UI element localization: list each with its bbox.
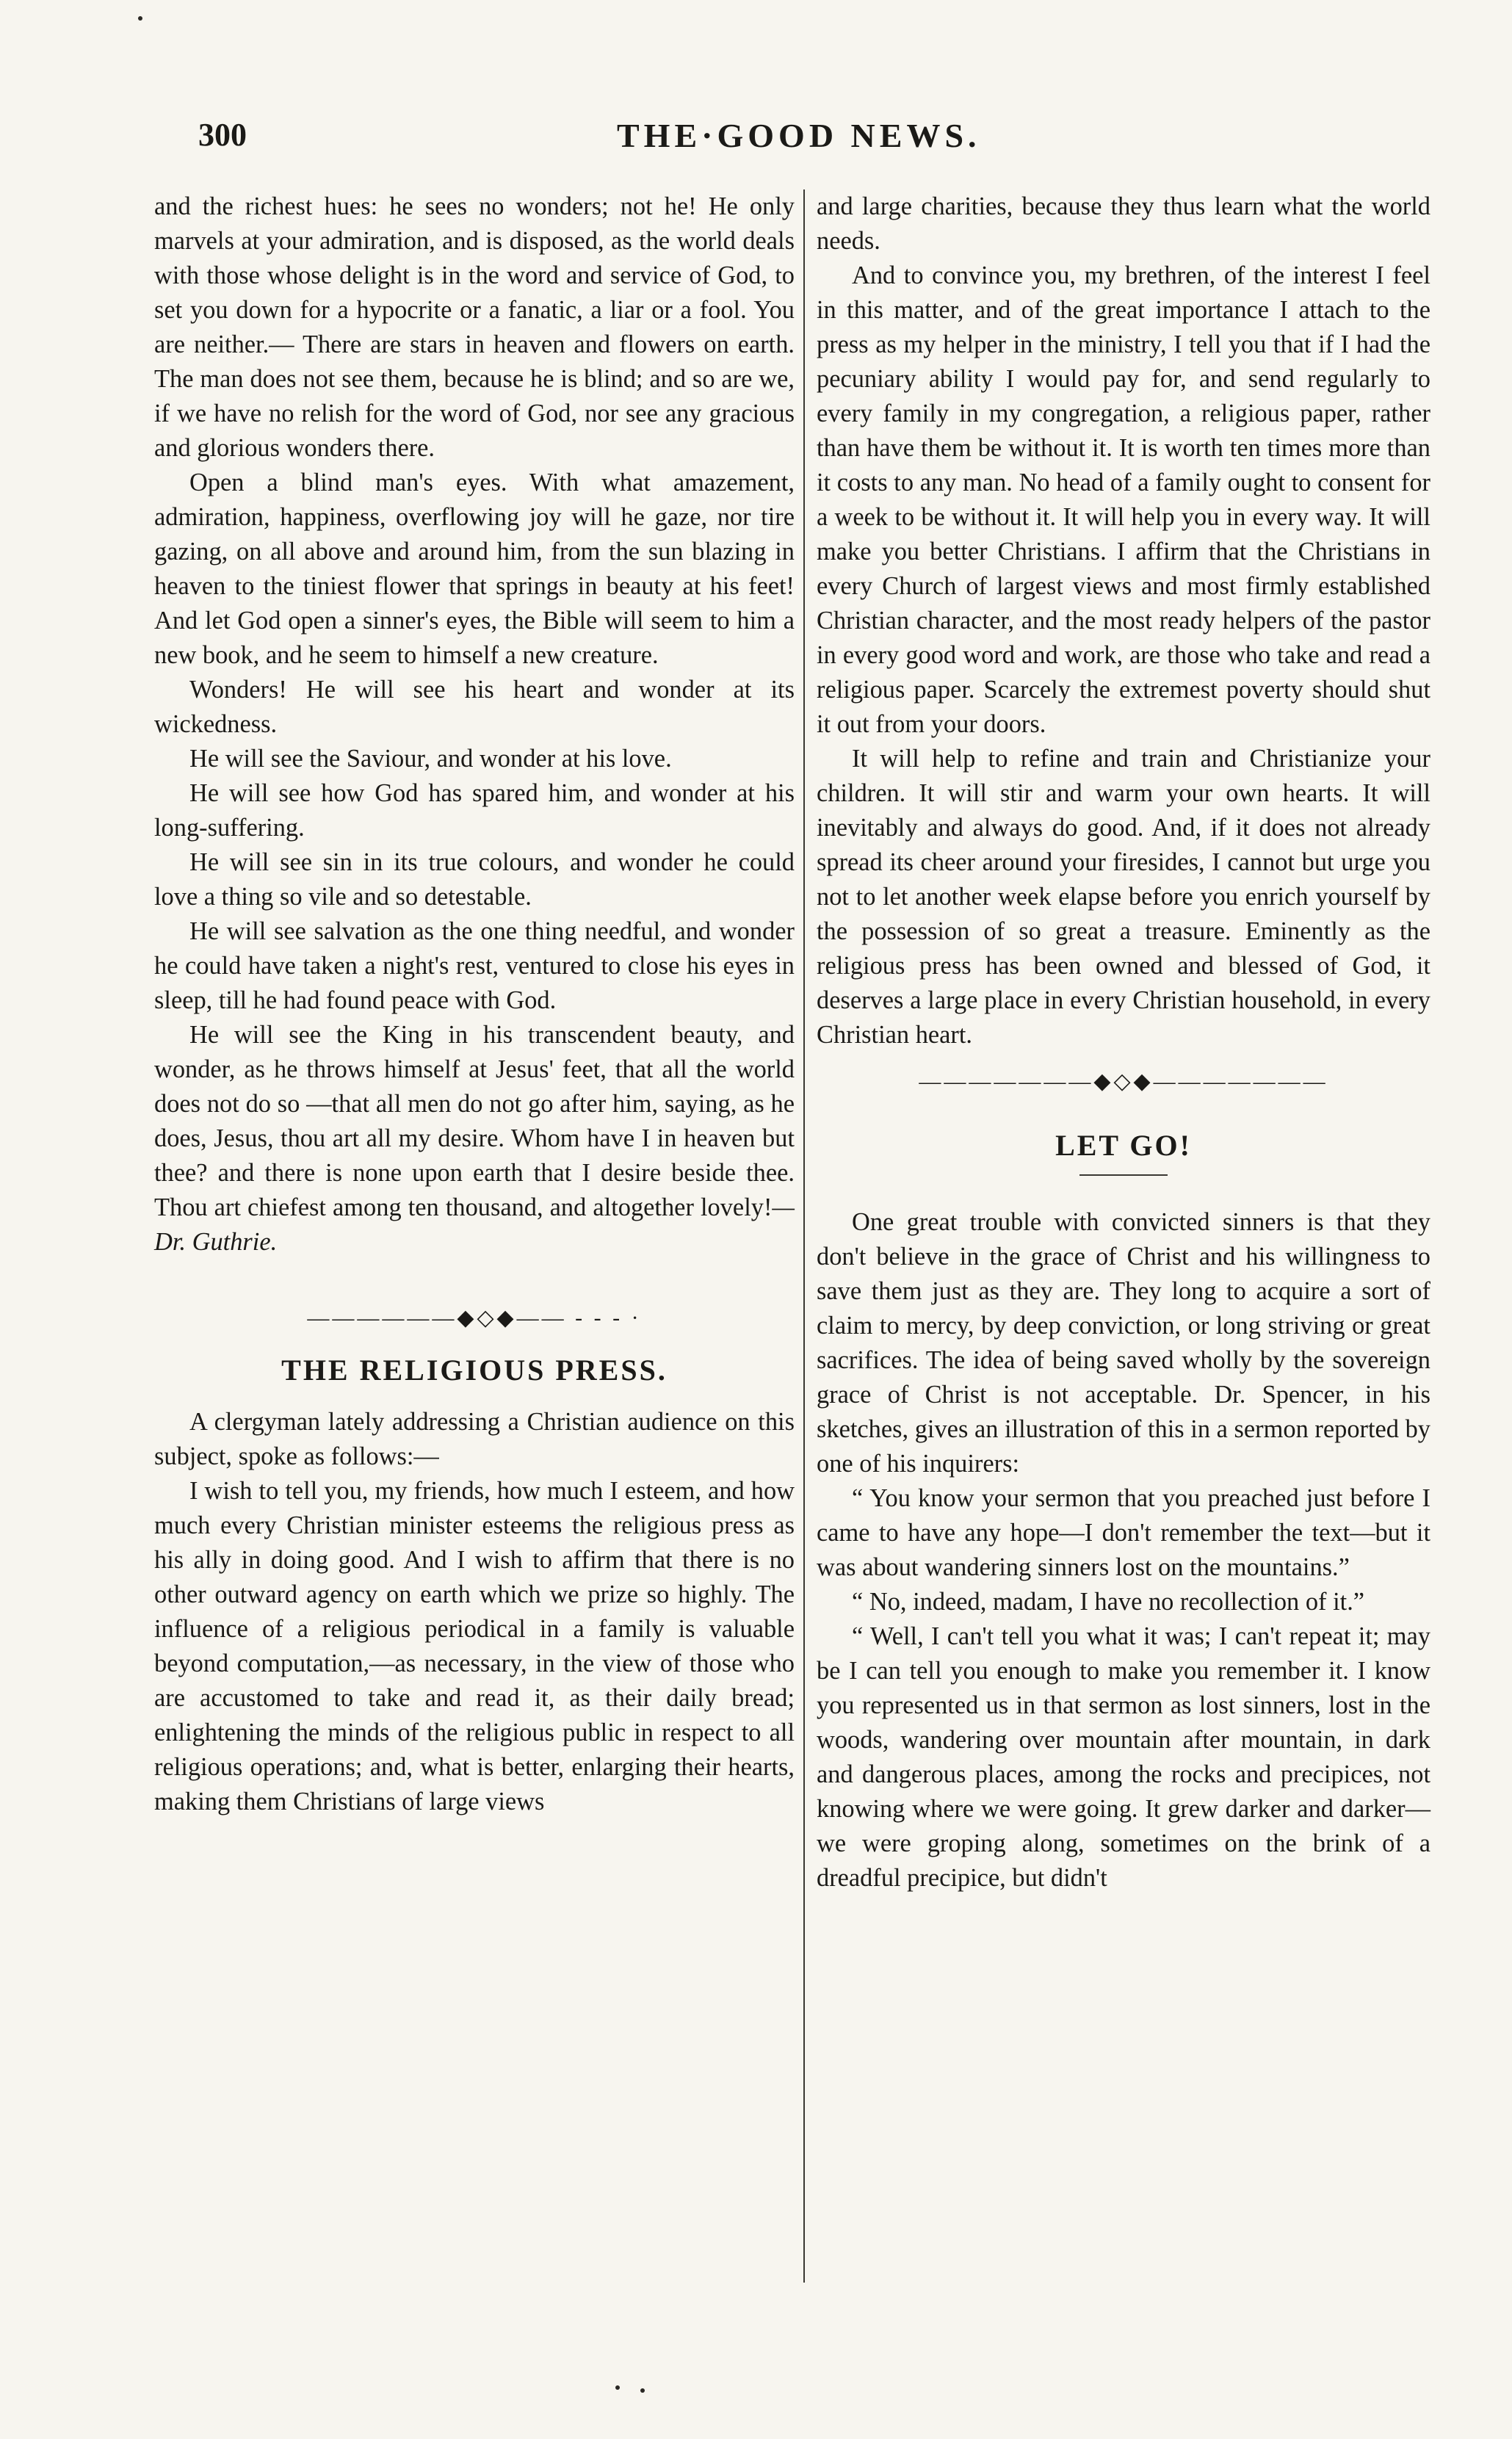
paragraph: It will help to refine and train and Christianize your children. It will stir and warm your own hearts. It will inevitably and always do good. And, if it does not already spread its cheer around your firesides, I cannot but urge you not to let another week elapse before you enrich yourself by the possession of so great a treasure. Eminently as the religious press has been owned and blessed of God, it deserves a large place in every Christian household, in every Christian heart. [817, 745, 1430, 1049]
paragraph: And to convince you, my brethren, of the interest I feel in this matter, and of the great importance I attach to the press as my helper in the ministry, I tell you that if I had the pecuniary ability I would pay for, and send regularly to every family in my congregation, a religious paper, rather than have them be without it. It is worth ten times more than it costs to any man. No head of a family ought to consent for a week to be without it. It will help you in every way. It will make you better Christians. I affirm that the Christians in every Church of largest views and most firmly established Christian character, and the most ready helpers of the pastor in every good word and work, are those who take and read a religious paper. Scarcely the extremest poverty should shut it out from your doors. [817, 261, 1430, 738]
section-title-religious-press: THE RELIGIOUS PRESS. [281, 1354, 668, 1387]
paragraph: “ No, indeed, madam, I have no recollection of it.” [852, 1588, 1365, 1616]
paragraph: He will see salvation as the one thing needful, and wonder he could have taken a night's rest, ventured to close his eyes in sleep, till he had found peace with God. [154, 917, 795, 1014]
paragraph: He will see the Saviour, and wonder at his love. [189, 745, 672, 773]
paragraph: and the richest hues: he sees no wonders; not he! He only marvels at your admiration, and is disposed, as the world deals with those whose delight is in the word and service of God, to set you down for a hypocrite or a fanatic, a liar or a fool. You are neither.— There are stars in heaven and flowers on earth. The man does not see them, because he is blind; and so are we, if we have no relish for the word of God, nor see any gracious and glorious wonders there. [154, 192, 795, 462]
column-rule [803, 189, 805, 2283]
signature: —Dr. Guthrie. [154, 1193, 795, 1256]
paragraph: Open a blind man's eyes. With what amazement, admiration, happiness, overflowing joy will he gaze, nor tire gazing, on all above and around him, from the sun blazing in heaven to the tiniest flower that springs in beauty at his feet! And let God open a sinner's eyes, the Bible will seem to him a new book, and he seem to himself a new creature. [154, 469, 795, 669]
print-speck [615, 2385, 620, 2390]
print-speck [640, 2388, 645, 2393]
left-column [154, 189, 795, 1819]
section-title-let-go: LET GO! [1055, 1129, 1192, 1162]
ornament-divider: ———————◆◇◆——————— [919, 1069, 1328, 1094]
running-title: THE·GOOD NEWS. [617, 117, 981, 154]
paragraph: I wish to tell you, my friends, how much I esteem, and how much every Christian minister esteems the religious press as his ally in doing good. And I wish to affirm that there is no other outward agency on earth which we prize so highly. The influence of a religious periodical in a family is valuable beyond computation,—as necessary, in the view of those who are accustomed to take and read it, as their daily bread; enlightening the minds of the religious public in respect to all religious operations; and, what is better, enlarging their hearts, making them Christians of large views [154, 1477, 795, 1815]
paragraph: and large charities, because they thus learn what the world needs. [817, 192, 1430, 255]
right-column [817, 189, 1430, 1896]
paragraph: One great trouble with convicted sinners is that they don't believe in the grace of Christ and his willingness to save them just as they are. They long to acquire a sort of claim to mercy, by deep conviction, or long striving or great sacrifices. The idea of being saved wholly by the sovereign grace of Christ is not acceptable. Dr. Spencer, in his sketches, gives an illustration of this in a sermon reported by one of his inquirers: [817, 1208, 1430, 1478]
paragraph: “ You know your sermon that you preached just before I came to have any hope—I don't remember the text—but it was about wandering sinners lost on the mountains.” [817, 1484, 1430, 1581]
paragraph-text: He will see the King in his transcendent beauty, and wonder, as he throws himself at Jesus' feet, that all the world does not do so —that all men do not go after him, saying, as he does, Jesus, thou art all my desire. Whom have I in heaven but thee? and there is none upon earth that I desire beside thee. Thou art chiefest among ten thousand, and altogether lovely! [154, 1021, 795, 1221]
paragraph: He will see sin in its true colours, and wonder he could love a thing so vile and so detestable. [154, 848, 795, 911]
paragraph: “ Well, I can't tell you what it was; I can't repeat it; may be I can tell you enough to make you remember it. I know you represented us in that sermon as lost sinners, lost in the woods, wandering over mountain after mountain, in dark and dangerous places, among the rocks and precipices, not knowing where we were going. It grew darker and darker—we were groping along, sometimes on the brink of a dreadful precipice, but didn't [817, 1622, 1430, 1892]
print-speck [138, 16, 142, 21]
ornament-divider: ——————◆◇◆—— - - - · [307, 1306, 642, 1330]
paragraph [154, 1018, 795, 1260]
paragraph: A clergyman lately addressing a Christian audience on this subject, spoke as follows:— [154, 1408, 795, 1470]
paragraph: He will see how God has spared him, and wonder at his long-suffering. [154, 779, 795, 842]
page-number: 300 [198, 117, 247, 153]
paragraph: Wonders! He will see his heart and wonder at its wickedness. [154, 676, 795, 738]
page-header [198, 116, 1447, 160]
